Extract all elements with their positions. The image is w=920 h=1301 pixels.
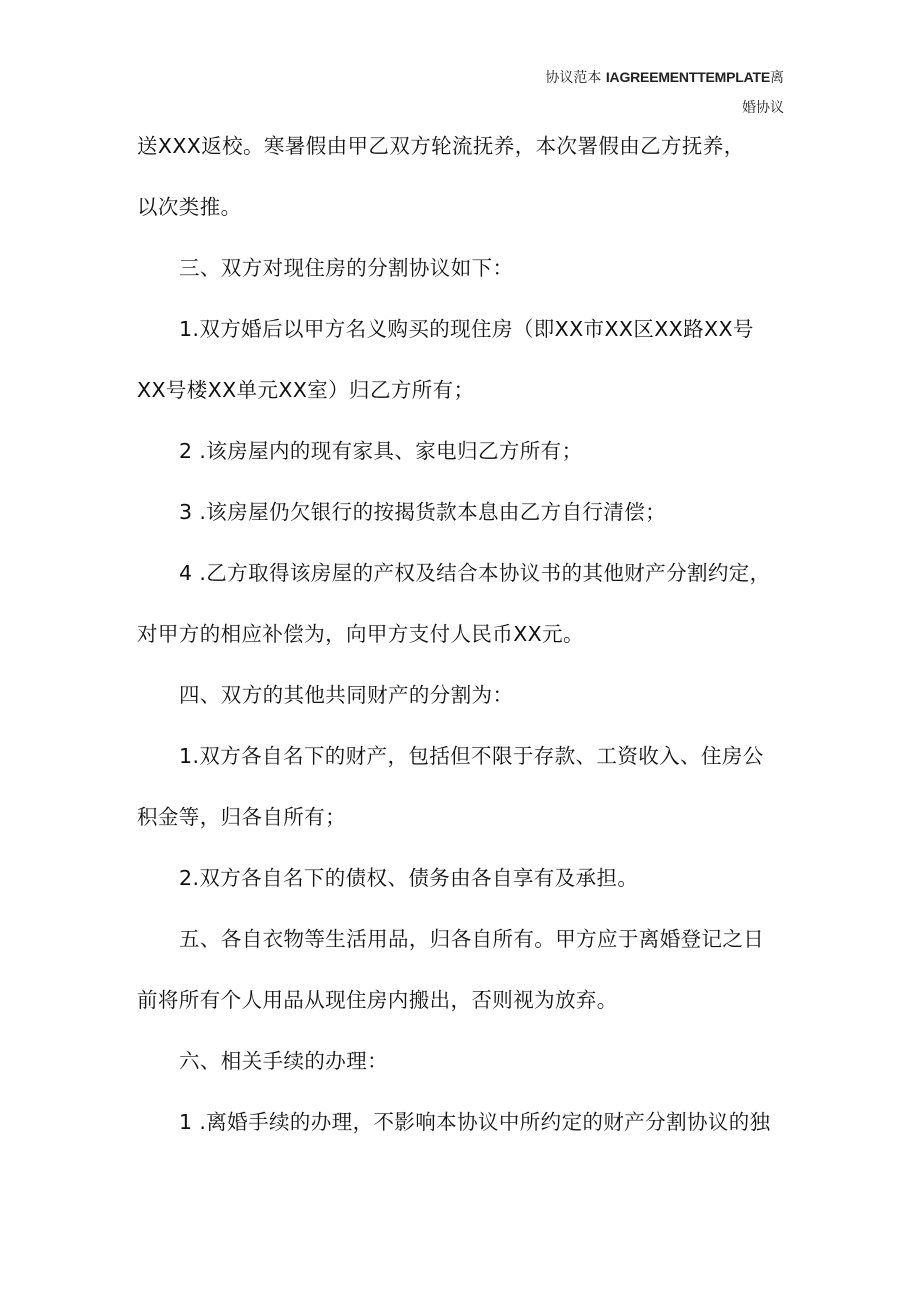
page-header (484, 62, 784, 123)
header-line-1 (484, 62, 784, 93)
text-line: 送XXX返校。寒暑假由甲乙双方轮流抚养，本次署假由乙方抚养， (137, 134, 745, 158)
section-heading: 四、双方的其他共同财产的分割为： (179, 683, 514, 707)
text-line: 前将所有个人用品从现住房内搬出，否则视为放弃。 (137, 988, 618, 1012)
text-line: 1.双方各自名下的财产，包括但不限于存款、工资收入、住房公 (179, 744, 764, 768)
text-line: 3 .该房屋仍欠银行的按揭货款本息由乙方自行清偿； (179, 500, 667, 524)
text-line: 1.双方婚后以甲方名义购买的现住房（即XX市XX区XX路XX号 (179, 317, 754, 341)
text-line: 2.双方各自名下的债权、债务由各自享有及承担。 (179, 866, 639, 890)
section-heading: 六、相关手续的办理： (179, 1049, 388, 1073)
text-line: 积金等，归各自所有； (137, 805, 346, 829)
section-heading: 五、各自衣物等生活用品，归各自所有。甲方应于离婚登记之日 (179, 927, 765, 951)
text-line: 以次类推。 (137, 195, 242, 219)
header-line-2: 婚协议 (742, 100, 784, 116)
header-bold-title: IAGREEMENTTEMPLATE (605, 69, 770, 85)
text-line: 2 .该房屋内的现有家具、家电归乙方所有； (179, 439, 583, 463)
document-body (137, 119, 777, 1156)
text-line: 对甲方的相应补偿为，向甲方支付人民币XX元。 (137, 622, 584, 646)
text-line: 4 .乙方取得该房屋的产权及结合本协议书的其他财产分割约定， (179, 561, 771, 585)
header-suffix: 离 (770, 70, 784, 86)
text-line: XX号楼XX单元XX室）归乙方所有； (137, 378, 475, 402)
text-line: 1 .离婚手续的办理，不影响本协议中所约定的财产分割协议的独 (179, 1110, 771, 1134)
section-heading: 三、双方对现住房的分割协议如下： (179, 256, 514, 280)
header-prefix: 协议范本 (545, 70, 602, 86)
